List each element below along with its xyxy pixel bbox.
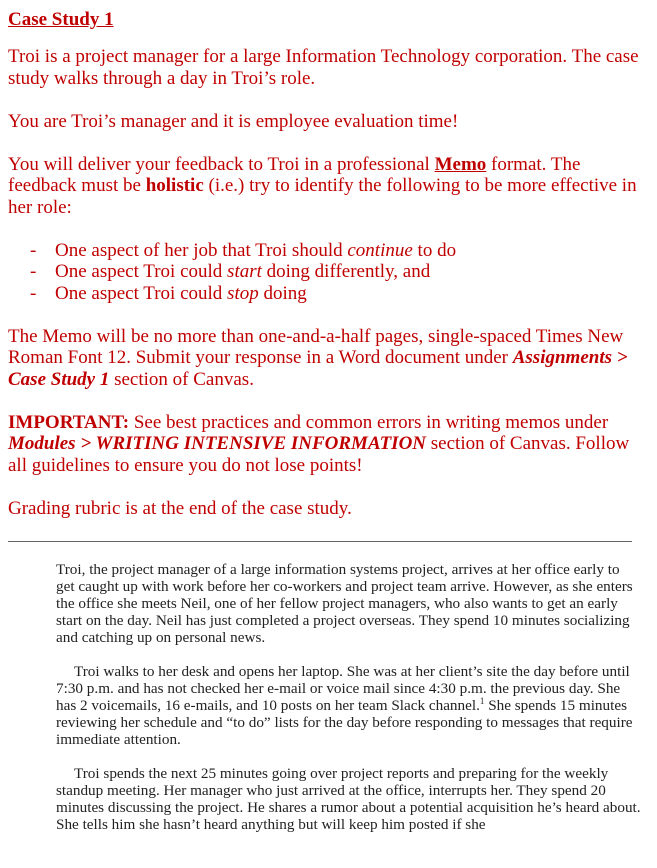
- case-paragraph-3: Troi spends the next 25 minutes going over project reports and preparing for the weekly standup meeting. Her manager who just arrived at the office, interrupts her. They spend 20 minutes discussing the project. He shares a rumor about a potential acquisition he’s heard about. She tells him she hasn’t heard anything but will keep him posted if she: [56, 765, 641, 833]
- list-bullet-dash: -: [30, 261, 37, 282]
- case-paragraph-2: Troi walks to her desk and opens her laptop. She was at her client’s site the day before until 7:30 p.m. and has not checked her e-mail or voice mail since 4:30 p.m. the previous day. She has 2 voicemails, 16 e-mails, and 10 posts on her team Slack channel.$^1$ She spends 15 minutes reviewing her schedule and “to do” lists for the day before responding to messages that require immediate attention.: [56, 663, 633, 748]
- list-bullet-dash: -: [30, 239, 37, 261]
- intro-paragraph-5: IMPORTANT: See best practices and common errors in writing memos under Modules > WRITING INTENSIVE INFORMATION section of Canvas. Follow all guidelines to ensure you do not lose points!: [8, 411, 630, 476]
- page-title: Case Study 1: [8, 9, 114, 30]
- memo-keyword: Memo: [434, 153, 487, 175]
- intro-paragraph-4: The Memo will be no more than one-and-a-half pages, single-spaced Times New Roman Font 12. Submit your response in a Word document under Assignments > Case Study 1 section of Canvas.: [8, 325, 628, 390]
- intro-paragraph-3: You will deliver your feedback to Troi in a professional Memo format. The feedback must be holistic (i.e.) try to identify the following to be more effective in her role:: [8, 153, 637, 218]
- instructions-section: [8, 46, 648, 541]
- section-divider: [8, 541, 632, 542]
- list-item: - One aspect Troi could stop doing: [30, 282, 307, 304]
- intro-paragraph-2: You are Troi’s manager and it is employee evaluation time!: [8, 110, 459, 132]
- footnote-marker: 1: [479, 695, 485, 706]
- list-item: - One aspect of her job that Troi should continue to do: [30, 239, 457, 261]
- case-paragraph-1: Troi, the project manager of a large information systems project, arrives at her office early to get caught up with work before her co-workers and project team arrive. However, as she enters the office she meets Neil, one of her fellow project managers, who also wants to get an early start on the day. Neil has just completed a project overseas. They spend 10 minutes socializing and catching up on personal news.: [56, 561, 633, 646]
- intro-paragraph-6: Grading rubric is at the end of the case study.: [8, 497, 352, 519]
- feedback-aspects-list: [8, 240, 648, 305]
- holistic-keyword: holistic: [145, 175, 204, 196]
- assignments-path: Assignments > Case Study 1: [8, 347, 628, 390]
- list-item: - One aspect Troi could start doing differently, and: [30, 261, 431, 282]
- list-bullet-dash: -: [30, 282, 37, 304]
- case-study-text: [56, 561, 641, 850]
- intro-paragraph-1: Troi is a project manager for a large Information Technology corporation. The case study walks through a day in Troi’s role.: [8, 46, 639, 89]
- modules-path: Modules > WRITING INTENSIVE INFORMATION: [8, 433, 427, 454]
- important-label: IMPORTANT:: [8, 411, 130, 433]
